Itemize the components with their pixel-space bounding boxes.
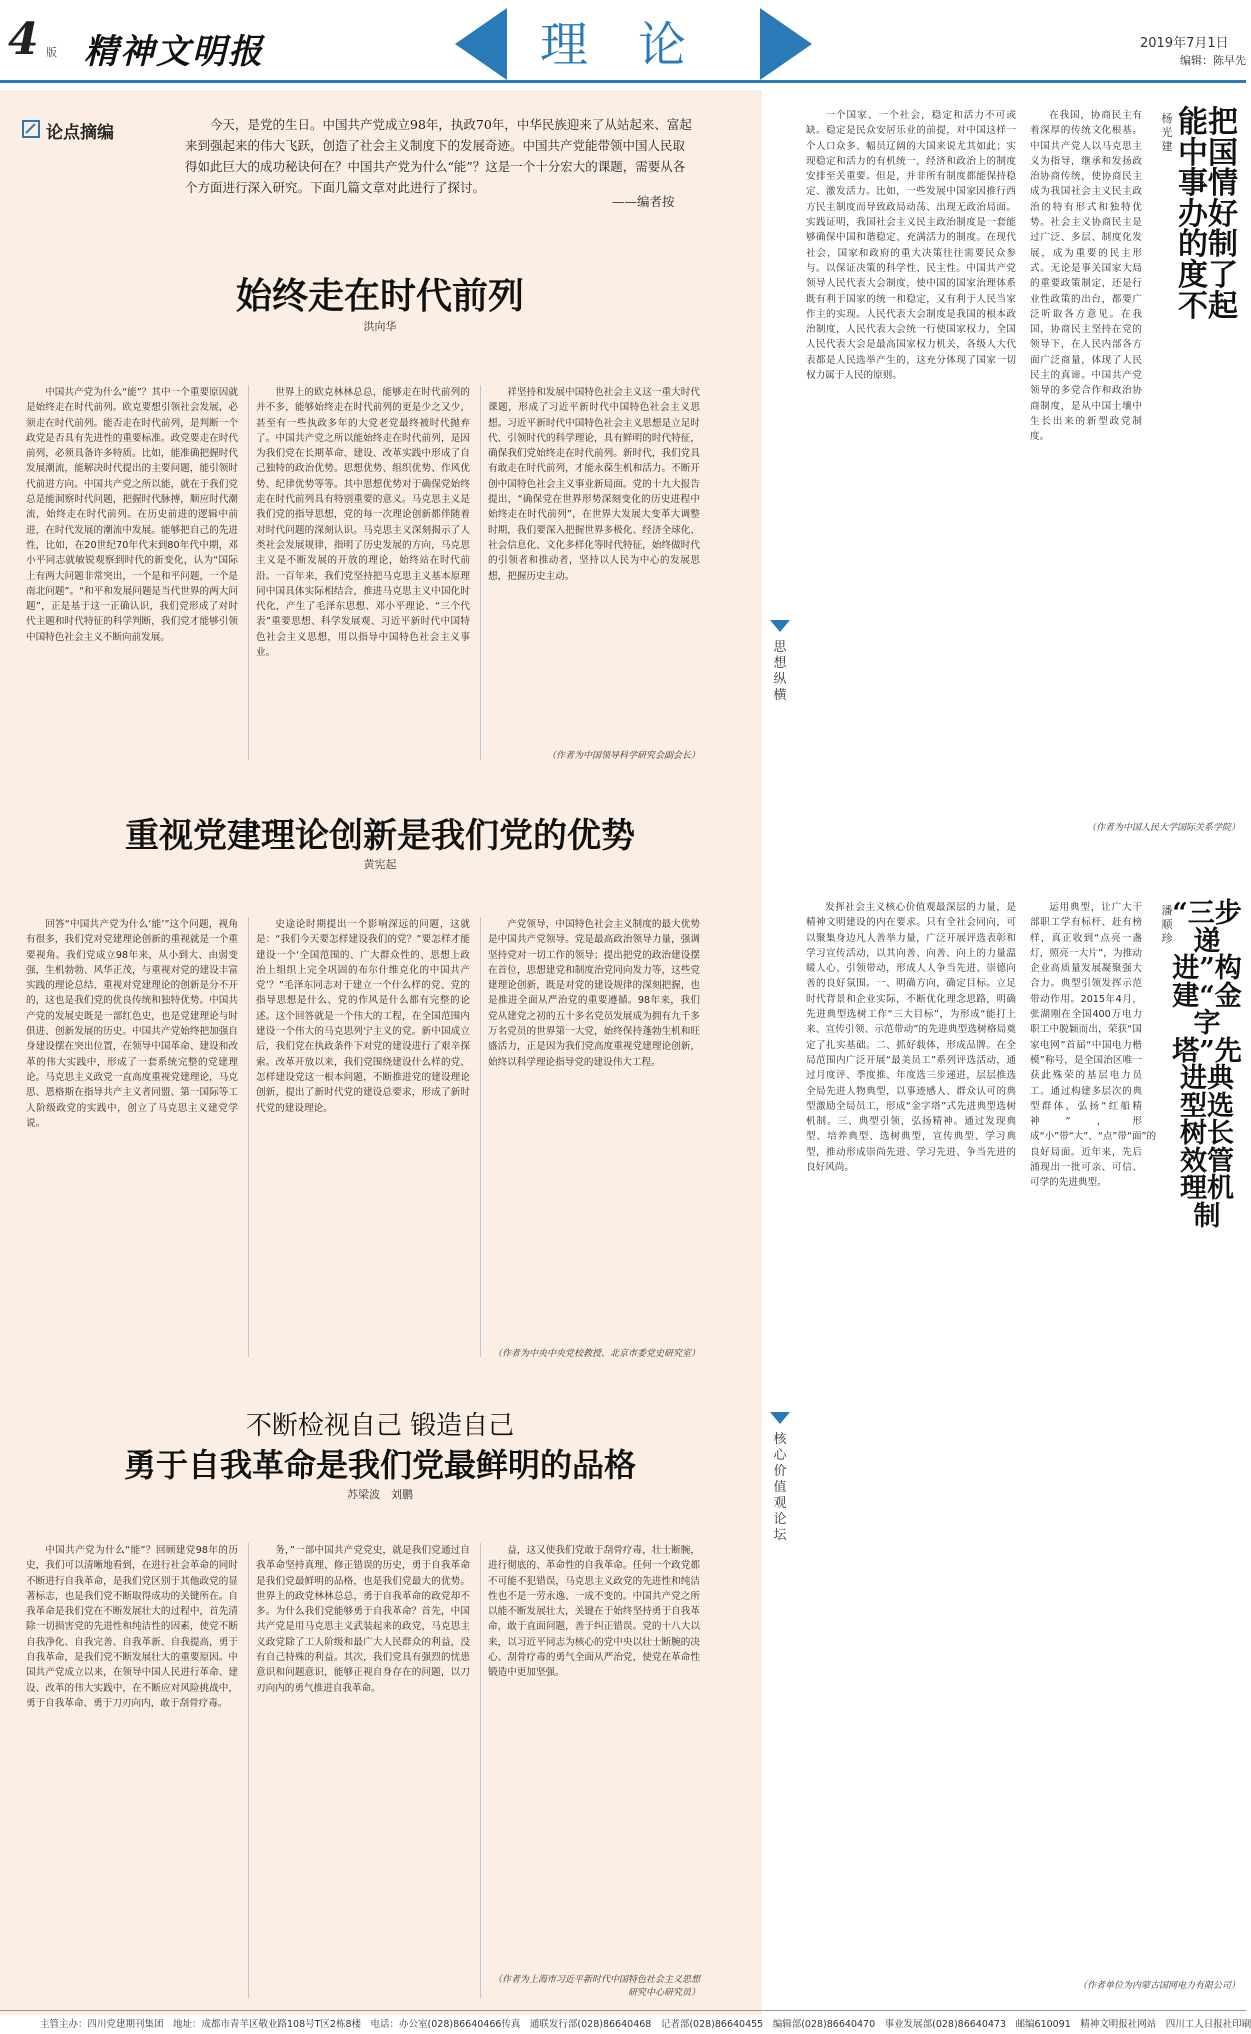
column-divider xyxy=(248,917,249,1357)
article-column: 世界上的欧克林林总总，能够走在时代前列的并不多，能够始终走在时代前列的更是少之又少，甚至有一些执政多年的大党老党最终被时代抛弃了。中国共产党之所以能始终走在时代前列，是因为我们党在长期革命、建设、改革实践中形成了自己独特的政治优势。思想优势、组织优势、作风优势、纪律优势等等。其中思想优势对于确保党始终走在时代前列具有特别重要的意义。马克思主义是我们党的指导思想，党的每一次理论创新都伴随着对时代问题的深刻认识。马克思主义深刻揭示了人类社会发展规律，指明了历史发展的方向，马克思主义是不断发展的开放的理论，始终站在时代前沿。一百年来，我们党坚持把马克思主义基本原理同中国具体实际相结合，推进马克思主义中国化时代化，产生了毛泽东思想、邓小平理论、“三个代表”重要思想、科学发展观、习近平新时代中国特色社会主义思想，用以指导中国特色社会主义事业。 xyxy=(256,387,470,659)
column-divider xyxy=(480,1543,481,1998)
footer-rule xyxy=(0,2010,1246,2011)
article-column: 一个国家、一个社会，稳定和活力不可或缺。稳定是民众安居乐业的前提，对中国这样一个人口众多、幅员辽阔的大国来说尤其如此；实现稳定和活力的有机统一，经济和政治上的制度安排至关重要。但是，并非所有制度都能保持稳定、激发活力。比如，一些发展中国家因推行西方民主制度而导致政局动荡、出现无政治局面。实践证明，我国社会主义民主政治制度是一套能够确保中国和谐稳定、充满活力的制度。在现代社会，国家和政府的重大决策往往需要民众参与。以保证决策的科学性、民主性。中国共产党领导人民代表大会制度，使中国的国家治理体系既有利于国家的统一和稳定，又有利于人民当家作主的实现。人民代表大会制度是我国的根本政治制度，人民代表大会统一行使国家权力，全国人民代表大会是最高国家权力机关，各级人大代表都是人民选举产生的，这充分体现了国家一切权力属于人民的原则。 xyxy=(806,110,1016,382)
column-divider xyxy=(248,385,249,760)
page-number: 4 xyxy=(8,14,39,65)
paper-logo: 精神文明报 xyxy=(84,32,264,72)
column-divider xyxy=(248,1543,249,1998)
bookmark-icon xyxy=(22,120,40,138)
article-column: 祥坚持和发展中国特色社会主义这一重大时代课题，形成了习近平新时代中国特色社会主义思想。习近平新时代中国特色社会主义思想是立足时代、引领时代的科学理论，具有鲜明的时代特征，确保我们党始终走在时代前列。新时代，我们党具有敢走在时代前列，才能永葆生机和活力。不断开创中国特色社会主义事业新局面。党的十九大报告提出，“确保党在世界形势深刻变化的历史进程中始终走在时代前列”，在世界大发展大变革大调整时期，我们要深入把握世界多极化、经济全球化、社会信息化、文化多样化等时代特征，始终做时代的引领者和推动者，坚持以人民为中心的发展思想，把握历史主动。 xyxy=(488,387,700,582)
article-kicker: 不断检视自己 锻造自己 xyxy=(245,1411,515,1441)
article-author: 洪向华 xyxy=(363,320,397,333)
section-label: 核心价值观论坛 xyxy=(773,1432,787,1543)
editor-credit: 编辑：陈早先 xyxy=(1180,54,1246,67)
article-author: 黄宪起 xyxy=(363,858,397,871)
triangle-right-icon xyxy=(760,8,812,80)
article-title: 始终走在时代前列 xyxy=(235,275,524,317)
column-divider xyxy=(480,385,481,760)
article-column: 史途论时期提出一个影响深远的问题，这就是：“我们今天要怎样建设我们的党？”要怎样才能建设一个‘全国范围的、广大群众性的、思想上政治上组织上完全巩固的布尔什维克化的中国共产党’？”毛泽东同志对于建立一个什么样的党、党的指导思想是什么、党的作风是什么都有完整的论述。这个回答就是一个伟大的工程，在全国范围内建设一个伟大的马克思列宁主义的党。新中国成立后，我们党在执政条件下对党的建设进行了艰辛探索。改革开放以来，我们党围绕建设什么样的党、怎样建设党这一根本问题，不断推进党的建设理论创新，提出了新时代党的建设总要求，形成了新时代党的建设理论。 xyxy=(256,919,470,1114)
article-column: 益，这又使我们党敢于刮骨疗毒，壮士断腕，进行彻底的、革命性的自我革命。任何一个政党都不可能不犯错误，马克思主义政党的先进性和纯洁性也不是一劳永逸、一成不变的。中国共产党之所以能不断发展壮大，关键在于始终坚持勇于自我革命，敢于直面问题，善于纠正错误。党的十八大以来，以习近平同志为核心的党中央以壮士断腕的决心、刮骨疗毒的勇气全面从严治党，使党在革命性锻造中更加坚强。 xyxy=(488,1545,700,1679)
article-title: 重视党建理论创新是我们党的优势 xyxy=(125,816,635,856)
article-author-note: （作者为上海市习近平新时代中国特色社会主义思想研究中心研究员） xyxy=(492,1975,700,1998)
article-column: 回答“中国共产党为什么‘能’”这个问题，视角有很多，我们党对党建理论创新的重视就是一个重要视角。我们党成立98年来，从小到大、由弱变强，生机勃勃、风华正茂，与重视对党的建设丰富实践的理论总结、重视对党建理论的创新是分不开的，这也是我们党的优良传统和独特优势。中国共产党的发展史既是一部红色史，也是党建理论与时俱进、创新发展的历史。中国共产党始终把加强自身建设摆在突出位置，在领导中国革命、建设和改革的伟大实践中，形成了一套系统完整的党建理论。马克思主义政党一直高度重视党建理论，马克思、恩格斯在指导共产主义者同盟、第一国际等工人阶级政党的实践中，创立了马克思主义建党学说。 xyxy=(26,919,238,1129)
header-rule xyxy=(0,80,1246,83)
triangle-down-icon xyxy=(770,620,790,632)
article-author-note: （作者单位为内蒙古国网电力有限公司） xyxy=(1077,1981,1240,1991)
article-title: “三步递进”构建“金字塔”先进典型选树长效管理机制 xyxy=(1172,898,1242,1232)
triangle-left-icon xyxy=(455,8,507,80)
article-author-note: （作者为中央中央党校教授、北京市委党史研究室） xyxy=(492,1349,700,1359)
section-title: 理论 xyxy=(540,17,737,73)
footer-info: 主管主办：四川党建期刊集团 地址：成都市青羊区敬业路108号T区2栋8楼 电话：办公室(028)86640466传真 通联发行部(028)86640468 记者部(028)86640455 编辑部(028)86640470 事业发展部(028)86640473 邮编610091 精神文明报社网站 四川工人日报社印刷 xyxy=(40,2019,1251,2030)
article-author-note: （作者为中国领导科学研究会副会长） xyxy=(546,751,700,761)
column-divider xyxy=(480,917,481,1357)
masthead xyxy=(0,0,1246,78)
article-column: 运用典型，让广大干部职工学有标杆、赶有榜样，真正收到“点亮一盏灯，照亮一大片”，为推动企业高质量发展凝聚强大合力。典型引领发挥示范带动作用。2015年4月，张湖刚在全国400万电力职工中脱颖而出，荣获“国家电网”首届“中国电力楷模”称号，是全国治区唯一获此殊荣的基层电力员工。通过构建多层次的典型群体，弘扬“红船精神”，形成“小”带“大”、“点”带“面”的良好局面。近年来，先后涌现出一批可亲、可信、可学的先进典型。 xyxy=(1030,902,1157,1189)
article-title: 能把中国事情办好的制度了不起 xyxy=(1178,105,1238,324)
triangle-down-icon xyxy=(770,1412,790,1424)
editor-note-text: 今天，是党的生日。中国共产党成立98年，执政70年，中华民族迎来了从站起来、富起来到强起来的伟大飞跃，创造了社会主义制度下的发展奇迹。中国共产党能带领中国人民取得如此巨大的成功秘诀何在？中国共产党为什么“能”？这是一个十分宏大的课题，需要从各个方面进行深入研究。下面几篇文章对此进行了探讨。 xyxy=(185,117,692,195)
section-label: 思想纵横 xyxy=(773,640,787,703)
article-column: 务，”一部中国共产党党史，就是我们党通过自我革命坚持真理、修正错误的历史，勇于自我革命是我们党最鲜明的品格，也是我们党最大的优势。世界上的政党林林总总，勇于自我革命的政党却不多。为什么我们党能够勇于自我革命？首先，中国共产党是用马克思主义武装起来的政党，马克思主义政党除了工人阶级和最广大人民群众的利益，没有自己特殊的利益。其次，我们党具有强烈的忧患意识和问题意识，能够正视自身存在的问题，以刀刃向内的勇气推进自我革命。 xyxy=(256,1545,470,1694)
article-author: 杨光建 xyxy=(1161,112,1173,153)
article-column: 发挥社会主义核心价值观最深层的力量，是精神文明建设的内在要求。只有全社会同向，可以聚集身边凡人善举力量，广泛开展评选表彰和学习宣传活动，以其向善、向善、向上的力量温暖人心、引领带动，形成人人争当先进、崇德向善的良好氛围。一、明确方向，确定目标。立足时代背景和企业实际，不断优化理念思路，明确先进典型选树工作“三大目标”，为形成“能打上来、宣传引领、示范带动”的先进典型选树格局奠定了扎实基础。二、抓好载体，形成品牌。在全局范围内广泛开展“最美员工”系列评选活动，通过月度评、季度推、年度选三步递进，层层推选全局先进人物典型，以事迹感人、群众认可的典型激励全局员工，形成“金字塔”式先进典型选树机制。三、典型引领，弘扬精神。通过发现典型、培养典型、选树典型，宣传典型、学习典型，推动形成崇尚先进、学习先进、争当先进的良好风尚。 xyxy=(806,902,1016,1174)
article-column: 中国共产党为什么“能”？其中一个重要原因就是始终走在时代前列。欧克要想引领社会发展，必须走在时代前列。能否走在时代前列，是判断一个政党是否具有先进性的重要标准。政党要走在时代前列，必须具备许多特质。比如，能准确把握时代发展潮流，能解决时代提出的主要问题，能引领时代前进方向。中国共产党之所以能，就在于我们党总是能洞察时代问题，把握时代脉搏，顺应时代潮流，始终走在时代前列。在历史前进的逻辑中前进，在时代发展的潮流中发展。能够把自己的先进性，比如，在20世纪70年代末到80年代中期，邓小平同志就敏锐观察到时代的新变化，认为“国际上有两大问题非常突出，一个是和平问题，一个是南北问题”。“和平和发展问题是当代世界的两大问题”，正是基于这一正确认识，我们党形成了对时代主题和时代特征的科学判断，我们党才能够引领中国特色社会主义不断向前发展。 xyxy=(26,387,238,643)
article-title: 勇于自我革命是我们党最鲜明的品格 xyxy=(123,1446,636,1484)
article-column: 在我国，协商民主有着深厚的传统文化根基。中国共产党人以马克思主义为指导，继承和发扬政治协商传统，使协商民主成为我国社会主义民主政治的特有形式和独特优势。社会主义协商民主是过广泛、多层、制度化发展，成为重要的民主形式。无论是事关国家大局的重要政策制定，还是行业性政策的出台，都要广泛听取各方意见。在我国，协商民主坚持在党的领导下，在人民内部各方面广泛商量，体现了人民民主的真谛。中国共产党领导的多党合作和政治协商制度，是从中国土壤中生长出来的新型政党制度。 xyxy=(1030,110,1142,443)
page-label: 版 xyxy=(46,46,57,59)
article-author-note: （作者为中国人民大学国际关系学院） xyxy=(1086,823,1240,833)
intro-label: 论点摘编 xyxy=(46,123,114,143)
editor-note-signature: ——编者按 xyxy=(612,194,675,209)
article-column: 中国共产党为什么“能”？回顾建党98年的历史，我们可以清晰地看到，在进行社会革命的同时不断进行自我革命，是我们党区别于其他政党的显著标志，也是我们党不断取得成功的关键所在。自我革命是我们党在不断发展壮大的过程中，首先清除一切损害党的先进性和纯洁性的因素，使党不断自我净化、自我完善、自我革新、自我提高，勇于自我革命，是我们党不断发展壮大的重要原因。中国共产党成立以来，在领导中国人民进行革命、建设、改革的伟大实践中，在不断应对风险挑战中，勇于自我革命、勇于刀刃向内，敢于刮骨疗毒。 xyxy=(26,1545,238,1709)
article-column: 产党领导，中国特色社会主义制度的最大优势是中国共产党领导。党是最高政治领导力量，强调坚持党对一切工作的领导；提出把党的政治建设摆在首位，思想建党和制度治党同向发力等，这些党建理论创新，既是对党的建设规律的深刻把握，也是推进全面从严治党的重要遵循。98年来，我们党从建党之初的五十多名党员发展成为拥有九千多万名党员的世界第一大党，始终保持蓬勃生机和旺盛活力，正是因为我们党高度重视党建理论创新，始终以科学理论指导党的建设伟大工程。 xyxy=(488,919,700,1068)
article-author: 潘顺珍 xyxy=(1161,904,1173,945)
issue-date: 2019年7月1日 xyxy=(1140,36,1229,51)
article-author: 苏梁波 刘鹏 xyxy=(347,1488,413,1501)
